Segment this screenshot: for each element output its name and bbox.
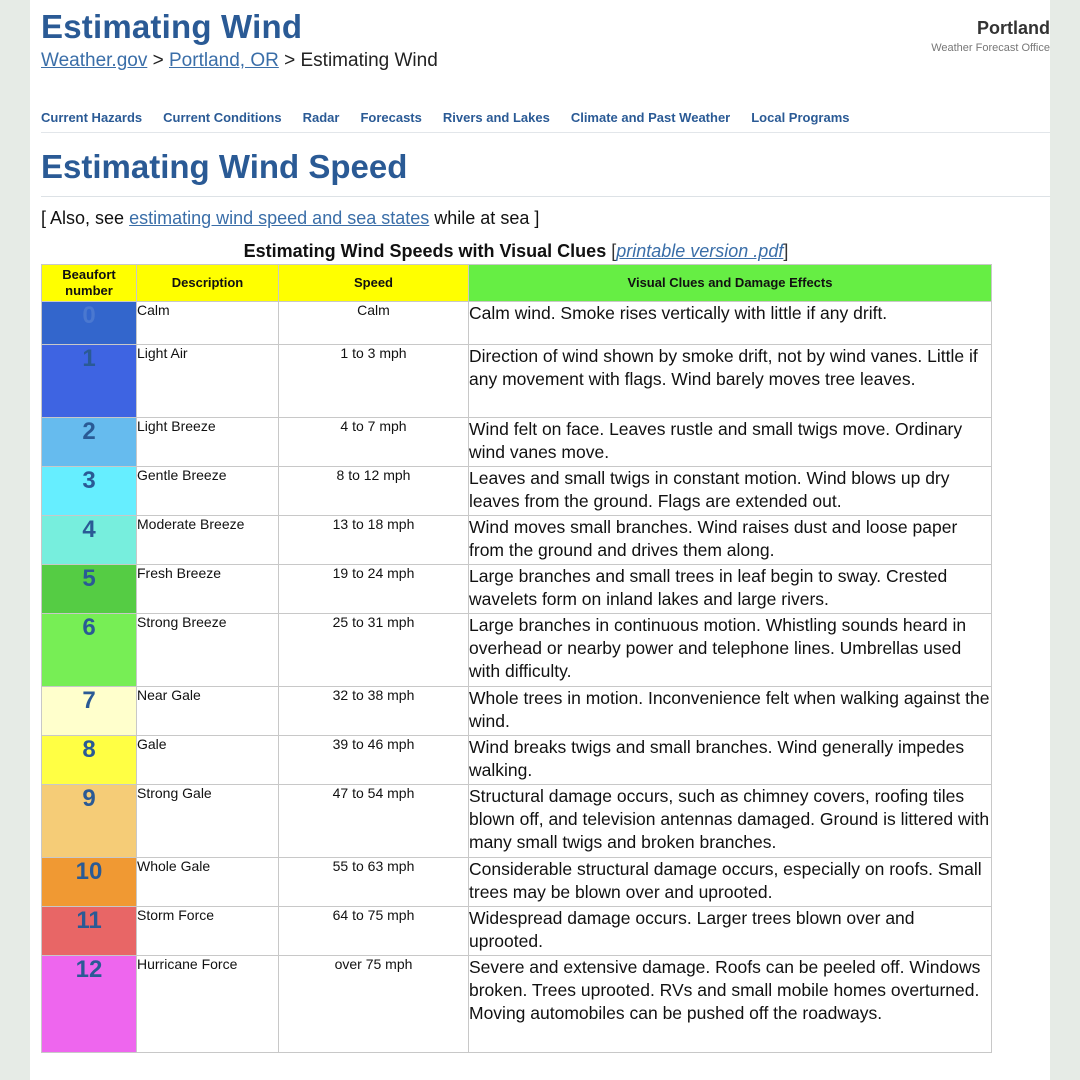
see-also-suffix: while at sea ] <box>434 208 540 228</box>
breadcrumb-separator: > <box>152 50 164 71</box>
visual-clues-cell: Whole trees in motion. Inconvenience felt when walking against the wind. <box>469 687 992 736</box>
nav-radar[interactable]: Radar <box>302 110 340 125</box>
visual-clues-cell: Considerable structural damage occurs, especially on roofs. Small trees may be blown over and uprooted. <box>469 858 992 907</box>
table-row <box>42 467 992 516</box>
page <box>30 0 1050 1080</box>
table-row <box>42 956 992 1053</box>
description-cell: Hurricane Force <box>137 956 279 1053</box>
main-nav <box>41 110 850 125</box>
visual-clues-cell: Structural damage occurs, such as chimney covers, roofing tiles blown off, and television antennas damaged. Ground is littered with many small twigs and broken branches. <box>469 785 992 858</box>
see-also-note <box>41 208 539 229</box>
description-cell: Near Gale <box>137 687 279 736</box>
visual-clues-cell: Large branches and small trees in leaf begin to sway. Crested wavelets form on inland lakes and large rivers. <box>469 565 992 614</box>
visual-clues-cell: Direction of wind shown by smoke drift, not by wind vanes. Little if any movement with flags. Wind barely moves tree leaves. <box>469 345 992 418</box>
header-speed: Speed <box>279 265 469 302</box>
beaufort-number-cell: 11 <box>42 907 137 956</box>
nav-climate-and-past-weather[interactable]: Climate and Past Weather <box>570 110 731 125</box>
table-row <box>42 418 992 467</box>
nav-current-hazards[interactable]: Current Hazards <box>41 110 143 125</box>
table-caption-title: Estimating Wind Speeds with Visual Clues <box>243 241 607 261</box>
printable-version-link[interactable]: printable version .pdf <box>616 241 784 261</box>
table-row <box>42 516 992 565</box>
header-description: Description <box>137 265 279 302</box>
speed-cell: 1 to 3 mph <box>279 345 469 418</box>
visual-clues-cell: Leaves and small twigs in constant motion. Wind blows up dry leaves from the ground. Flags are extended out. <box>469 467 992 516</box>
beaufort-number-cell: 9 <box>42 785 137 858</box>
page-title: Estimating Wind Speed <box>41 148 408 185</box>
visual-clues-cell: Wind moves small branches. Wind raises dust and loose paper from the ground and drives them along. <box>469 516 992 565</box>
visual-clues-cell: Large branches in continuous motion. Whistling sounds heard in overhead or nearby power and telephone lines. Umbrellas used with difficulty. <box>469 614 992 687</box>
breadcrumb-separator: > <box>284 50 296 71</box>
speed-cell: 32 to 38 mph <box>279 687 469 736</box>
beaufort-number-cell: 3 <box>42 467 137 516</box>
visual-clues-cell: Wind breaks twigs and small branches. Wind generally impedes walking. <box>469 736 992 785</box>
nav-local-programs[interactable]: Local Programs <box>751 110 850 125</box>
sea-states-link[interactable]: estimating wind speed and sea states <box>129 208 430 228</box>
divider <box>41 132 1050 133</box>
beaufort-number-cell: 1 <box>42 345 137 418</box>
bracket-close: ] <box>783 241 789 261</box>
speed-cell: 47 to 54 mph <box>279 785 469 858</box>
beaufort-number-cell: 2 <box>42 418 137 467</box>
office-subtitle: Weather Forecast Office <box>931 42 1050 54</box>
beaufort-number-cell: 0 <box>42 302 137 345</box>
breadcrumb-link-portland[interactable]: Portland, OR <box>169 50 279 71</box>
description-cell: Strong Breeze <box>137 614 279 687</box>
office-header <box>930 18 1050 54</box>
nav-rivers-and-lakes[interactable]: Rivers and Lakes <box>442 110 550 125</box>
description-cell: Moderate Breeze <box>137 516 279 565</box>
beaufort-number-cell: 8 <box>42 736 137 785</box>
description-cell: Gentle Breeze <box>137 467 279 516</box>
table-caption <box>41 241 991 262</box>
table-row <box>42 345 992 418</box>
description-cell: Strong Gale <box>137 785 279 858</box>
speed-cell: 19 to 24 mph <box>279 565 469 614</box>
beaufort-number-cell: 6 <box>42 614 137 687</box>
table-body <box>42 302 992 1053</box>
site-title: Estimating Wind <box>41 8 303 45</box>
divider <box>41 196 1050 197</box>
visual-clues-cell: Widespread damage occurs. Larger trees blown over and uprooted. <box>469 907 992 956</box>
description-cell: Storm Force <box>137 907 279 956</box>
nav-forecasts[interactable]: Forecasts <box>360 110 422 125</box>
see-also-prefix: [ Also, see <box>41 208 125 228</box>
table-row <box>42 687 992 736</box>
visual-clues-cell: Wind felt on face. Leaves rustle and small twigs move. Ordinary wind vanes move. <box>469 418 992 467</box>
speed-cell: 39 to 46 mph <box>279 736 469 785</box>
speed-cell: 13 to 18 mph <box>279 516 469 565</box>
breadcrumb-current: Estimating Wind <box>300 50 438 71</box>
table-row <box>42 614 992 687</box>
beaufort-number-cell: 12 <box>42 956 137 1053</box>
beaufort-number-cell: 10 <box>42 858 137 907</box>
visual-clues-cell: Severe and extensive damage. Roofs can be peeled off. Windows broken. Trees uprooted. RVs and small mobile homes overturned. Moving automobiles can be pushed off the roadways. <box>469 956 992 1053</box>
beaufort-number-cell: 4 <box>42 516 137 565</box>
description-cell: Light Air <box>137 345 279 418</box>
description-cell: Calm <box>137 302 279 345</box>
table-row <box>42 907 992 956</box>
table-row <box>42 736 992 785</box>
table-row <box>42 565 992 614</box>
description-cell: Gale <box>137 736 279 785</box>
speed-cell: 55 to 63 mph <box>279 858 469 907</box>
description-cell: Fresh Breeze <box>137 565 279 614</box>
beaufort-number-cell: 7 <box>42 687 137 736</box>
table-row <box>42 302 992 345</box>
beaufort-number-cell: 5 <box>42 565 137 614</box>
nav-current-conditions[interactable]: Current Conditions <box>163 110 282 125</box>
beaufort-table <box>41 264 992 1053</box>
table-header-row <box>42 265 992 302</box>
speed-cell: 64 to 75 mph <box>279 907 469 956</box>
description-cell: Whole Gale <box>137 858 279 907</box>
speed-cell: 8 to 12 mph <box>279 467 469 516</box>
description-cell: Light Breeze <box>137 418 279 467</box>
visual-clues-cell: Calm wind. Smoke rises vertically with little if any drift. <box>469 302 992 345</box>
table-row <box>42 858 992 907</box>
speed-cell: 25 to 31 mph <box>279 614 469 687</box>
table-row <box>42 785 992 858</box>
speed-cell: 4 to 7 mph <box>279 418 469 467</box>
header-visual-clues: Visual Clues and Damage Effects <box>469 265 992 302</box>
speed-cell: over 75 mph <box>279 956 469 1053</box>
bracket-open: [ <box>611 241 617 261</box>
speed-cell: Calm <box>279 302 469 345</box>
breadcrumb-link-weather-gov[interactable]: Weather.gov <box>41 50 148 71</box>
breadcrumb <box>41 50 438 72</box>
office-name: Portland <box>976 18 1050 38</box>
header-beaufort-number: Beaufort number <box>42 265 137 302</box>
